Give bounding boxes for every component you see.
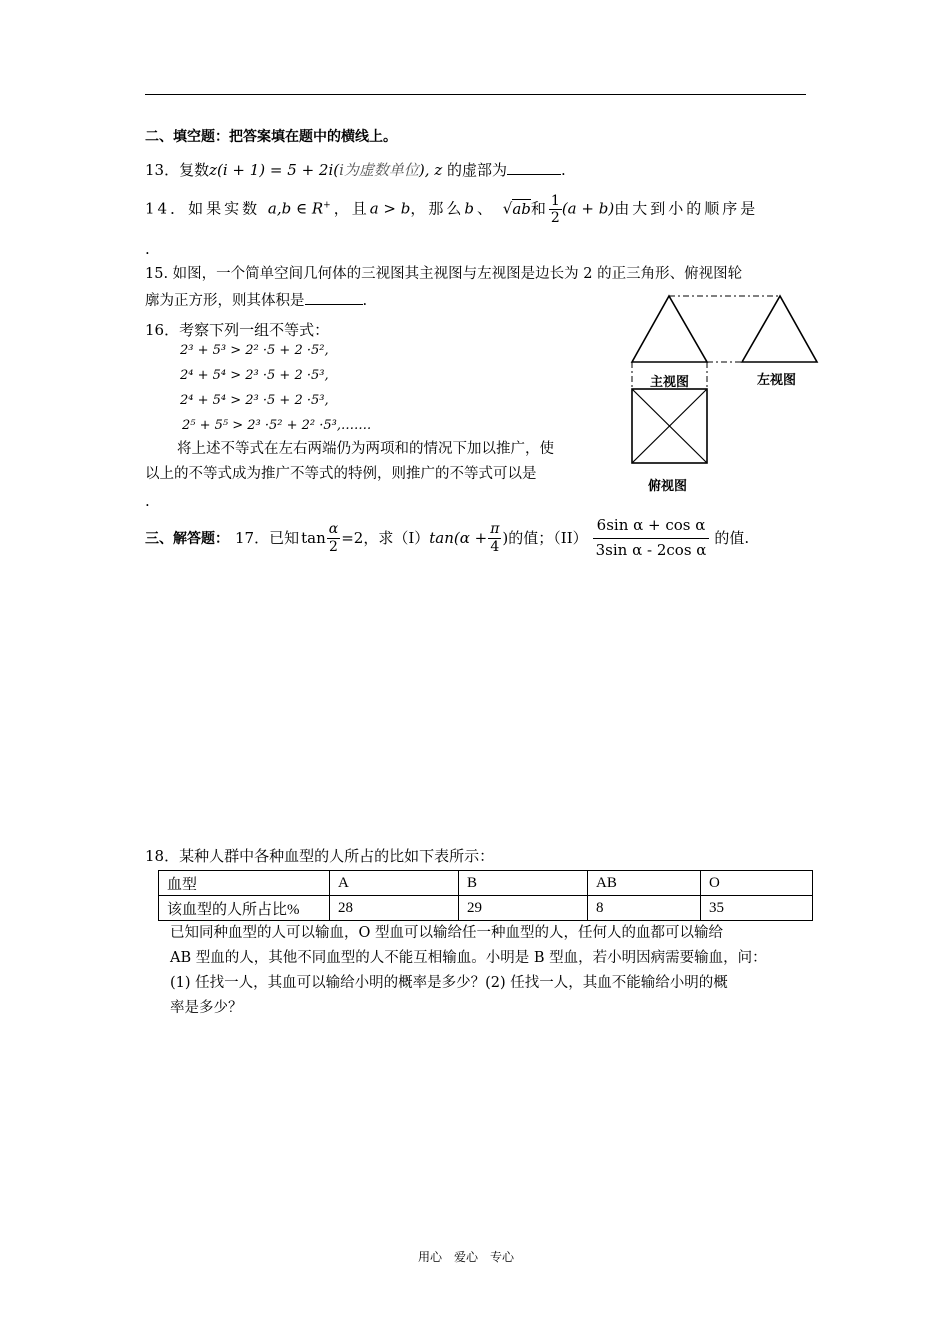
q14-c1: ，且 <box>333 199 370 218</box>
table-row <box>159 896 813 921</box>
left-view-triangle <box>742 296 817 362</box>
q17-tan2: tan(α + <box>429 529 488 547</box>
front-view-label: 主视图 <box>650 374 690 389</box>
question-13 <box>145 160 566 179</box>
q15-line1: 15. 如图，一个简单空间几何体的三视图其主视图与左视图是边长为 2 的正三角形、俯视图轮 <box>145 266 743 282</box>
q17-pre: 已知 <box>269 529 300 547</box>
q17-close: ) <box>502 529 509 547</box>
q14-fraction: $\frac{1}{2}$ <box>550 193 560 227</box>
table-cell: 28 <box>330 896 459 921</box>
table-cell: B <box>459 871 588 896</box>
q14-b: b <box>464 199 477 218</box>
q16-para2: 以上的不等式成为推广不等式的特例，则推广的不等式可以是 <box>145 466 537 482</box>
q16-para1: 将上述不等式在左右两端仍为两项和的情况下加以推广，使 <box>177 441 554 457</box>
q17-number: 17． <box>235 529 270 547</box>
q16-inequality-3: 2⁴ + 5⁴ > 2³ ·5 + 2 ·5³, <box>180 393 329 408</box>
q14-sep: 、 <box>476 199 495 218</box>
front-view-triangle <box>632 296 707 362</box>
table-cell: A <box>330 871 459 896</box>
q14-cond: a > b <box>369 199 411 218</box>
q13-mid: ), <box>418 161 430 179</box>
q14-text: 如果实数 <box>188 199 261 218</box>
page-footer: 用心 爱心 专心 <box>418 1250 515 1264</box>
q18-intro: 18．某种人群中各种血型的人所占的比如下表所示： <box>145 847 495 865</box>
q17-half-alpha: $\frac{\alpha}{2}$ <box>328 521 339 555</box>
q14-post: 由大到小的顺序是 <box>614 199 759 218</box>
table-cell: 35 <box>701 896 813 921</box>
q17-pi-over-4: $\frac{\pi}{4}$ <box>490 521 500 555</box>
table-cell: 8 <box>588 896 701 921</box>
table-cell: O <box>701 871 813 896</box>
q16-inequality-2: 2⁴ + 5⁴ > 2³ ·5 + 2 ·5³, <box>180 368 329 383</box>
q18-para-3: (1) 任找一人，其血可以输给小明的概率是多少？(2) 任找一人，其血不能输给小明的概 <box>170 975 728 991</box>
blood-type-table <box>158 870 813 921</box>
q13-pre: 复数 <box>179 161 210 179</box>
q13-expression: z(i + 1) = 5 + 2i( <box>209 161 340 179</box>
section-3-title: 三、解答题： <box>145 529 229 546</box>
table-cell: 29 <box>459 896 588 921</box>
q16-inequality-4: 2⁵ + 5⁵ > 2³ ·5² + 2² ·5³,……. <box>182 418 372 433</box>
q17-val2: 的值. <box>714 529 750 547</box>
q14-number: 14． <box>145 199 189 218</box>
q16-dot: . <box>145 492 150 510</box>
q14-sup: + <box>323 200 334 211</box>
q13-note: i为虚数单位 <box>339 161 419 179</box>
section-2-title: 二、填空题：把答案填在题中的横线上。 <box>145 128 397 144</box>
q16-inequality-1: 2³ + 5³ > 2² ·5 + 2 ·5², <box>180 343 329 358</box>
q17-val1: 的值；（II） <box>508 529 588 547</box>
q16-title: 16．考察下列一组不等式： <box>145 321 330 339</box>
top-view-label: 俯视图 <box>648 478 688 493</box>
q14-sqrt: √ab <box>502 199 531 218</box>
q15-answer-blank[interactable] <box>305 290 363 305</box>
three-view-figure <box>620 288 830 498</box>
header-rule <box>145 94 806 95</box>
q17-eq: =2，求（I） <box>341 529 430 547</box>
question-14 <box>145 193 758 226</box>
question-17 <box>145 512 749 564</box>
q13-post: 的虚部为 <box>447 161 508 179</box>
table-cell: 血型 <box>159 871 330 896</box>
table-cell: AB <box>588 871 701 896</box>
q13-number: 13． <box>145 161 180 179</box>
q13-end: . <box>561 161 566 179</box>
q14-vars: a,b ∈ R <box>267 199 324 218</box>
q17-tan: tan <box>301 529 326 547</box>
q13-var: z <box>434 161 443 179</box>
q14-and: 和 <box>530 199 549 218</box>
left-view-label: 左视图 <box>757 372 797 387</box>
q17-ratio: $\frac{\text{6sin α + cos α}}{\text{3sin α - 2cos α}}$ <box>592 517 711 559</box>
table-row <box>159 871 813 896</box>
q18-para-2: AB 型血的人，其他不同血型的人不能互相输血。小明是 B 型血，若小明因病需要输血，问： <box>170 950 767 966</box>
q15-line2: 廓为正方形，则其体积是 . <box>145 290 367 310</box>
q18-para-4: 率是多少？ <box>170 1000 243 1016</box>
q14-c2: ，那么 <box>410 199 465 218</box>
q18-para-1: 已知同种血型的人可以输血，O 型血可以输给任一种血型的人，任何人的血都可以输给 <box>170 925 723 941</box>
q13-answer-blank[interactable] <box>507 160 561 175</box>
q14-paren: (a + b) <box>561 199 615 218</box>
table-cell: 该血型的人所占比% <box>159 896 330 921</box>
q14-dot: . <box>145 240 150 258</box>
